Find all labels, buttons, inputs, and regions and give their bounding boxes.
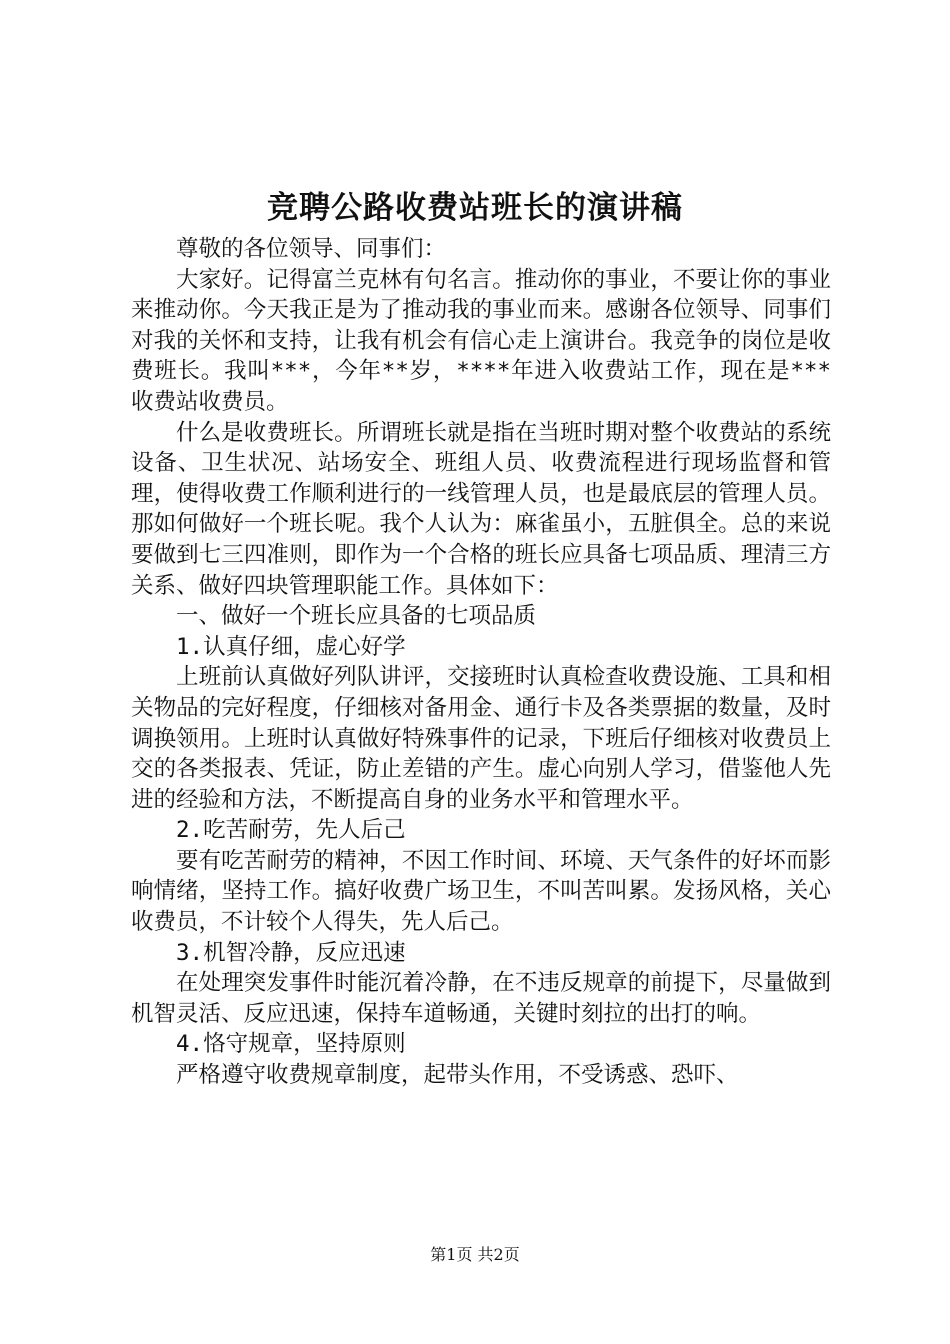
paragraph-intro: 大家好。记得富兰克林有句名言。推动你的事业，不要让你的事业来推动你。今天我正是为了推动我的事业而来。感谢各位领导、同事们对我的关怀和支持，让我有机会有信心走上演讲台。我竞争的岗位是收费班长。我叫***，今年**岁，****年进入收费站工作，现在是***收费站收费员。 xyxy=(131,266,831,415)
paragraph-definition: 什么是收费班长。所谓班长就是指在当班时期对整个收费站的系统设备、卫生状况、站场安全、班组人员、收费流程进行现场监督和管理，使得收费工作顺利进行的一线管理人员，也是最底层的管理人员。那如何做好一个班长呢。我个人认为：麻雀虽小，五脏俱全。总的来说要做到七三四准则，即作为一个合格的班长应具备七项品质、理清三方关系、做好四块管理职能工作。具体如下： xyxy=(131,419,831,599)
section-heading: 一、做好一个班长应具备的七项品质 xyxy=(176,603,537,630)
document-title: 竞聘公路收费站班长的演讲稿 xyxy=(267,190,683,226)
document-body xyxy=(131,234,831,1091)
subheading-4: 4.恪守规章，坚持原则 xyxy=(176,1031,406,1058)
paragraph-2: 要有吃苦耐劳的精神，不因工作时间、环境、天气条件的好坏而影响情绪，坚持工作。搞好收费广场卫生，不叫苦叫累。发扬风格，关心收费员，不计较个人得失，先人后己。 xyxy=(131,847,831,936)
paragraph-4: 严格遵守收费规章制度，起带头作用，不受诱惑、恐吓、 xyxy=(176,1062,739,1089)
page-footer: 第1页 共2页 xyxy=(430,1245,520,1264)
subheading-2: 2.吃苦耐劳，先人后己 xyxy=(176,817,406,844)
paragraph-1: 上班前认真做好列队讲评，交接班时认真检查收费设施、工具和相关物品的完好程度，仔细核对备用金、通行卡及各类票据的数量，及时调换领用。上班时认真做好特殊事件的记录，下班后仔细核对收费员上交的各类报表、凭证，防止差错的产生。虚心向别人学习，借鉴他人先进的经验和方法，不断提高自身的业务水平和管理水平。 xyxy=(131,664,831,813)
paragraph-3: 在处理突发事件时能沉着冷静，在不违反规章的前提下，尽量做到机智灵活、反应迅速，保持车道畅通，关键时刻拉的出打的响。 xyxy=(131,970,831,1027)
subheading-1: 1.认真仔细，虚心好学 xyxy=(176,633,406,660)
salutation: 尊敬的各位领导、同事们： xyxy=(176,236,447,262)
subheading-3: 3.机智冷静，反应迅速 xyxy=(176,939,406,966)
